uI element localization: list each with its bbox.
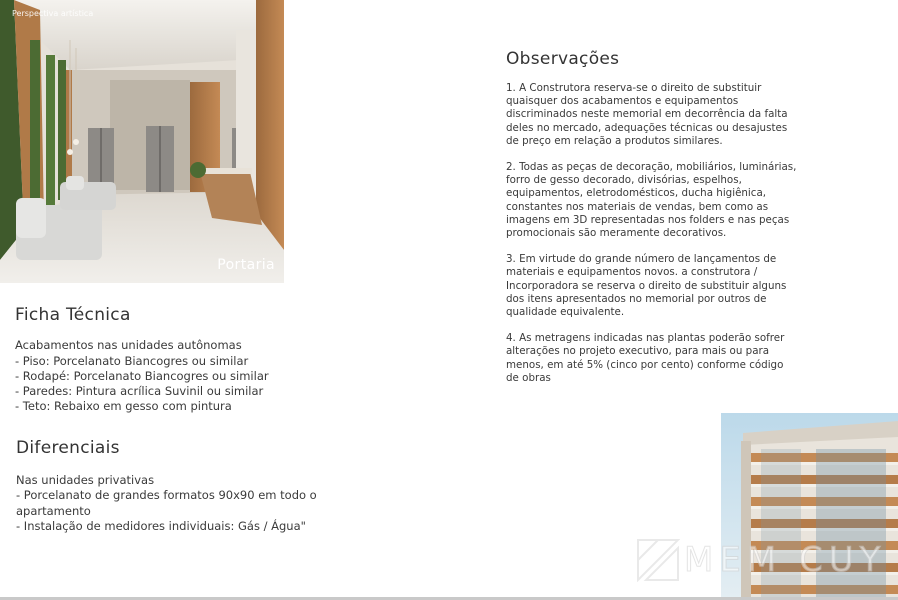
observacoes-item: 1. A Construtora reserva-se o direito de substituir quaisquer dos acabamentos e equipamentos discriminados neste memorial em decorrência da falta deles no mercado, adequações técnicas ou desajustes de preço em relação a produtos similares. — [506, 82, 788, 147]
lobby-note: Perspectiva artística — [12, 9, 94, 18]
watermark-text: MEM CUY — [684, 540, 887, 580]
diferenciais-list — [16, 488, 336, 535]
ficha-list — [15, 354, 269, 414]
watermark — [636, 538, 898, 582]
lobby-image — [0, 0, 284, 283]
lobby-illustration — [0, 0, 284, 283]
diferenciais-title: Diferenciais — [16, 438, 120, 458]
observacoes-title: Observações — [506, 49, 620, 69]
diferenciais-intro: Nas unidades privativas — [16, 473, 155, 487]
observacoes-item: 4. As metragens indicadas nas plantas poderão sofrer alterações no projeto executivo, para mais ou para menos, em até 5% (cinco por cento) conforme código de obras — [506, 332, 785, 384]
watermark-logo-icon — [636, 538, 680, 582]
lobby-caption: Portaria — [217, 257, 275, 273]
ficha-item: - Paredes: Pintura acrílica Suvinil ou similar — [15, 384, 264, 398]
ficha-title: Ficha Técnica — [15, 305, 131, 325]
ficha-item: - Teto: Rebaixo em gesso com pintura — [15, 399, 232, 413]
ficha-intro: Acabamentos nas unidades autônomas — [15, 338, 242, 352]
observacoes-item: 3. Em virtude do grande número de lançamentos de materiais e equipamentos novos. a construtora / Incorporadora se reserva o direito de substituir alguns dos itens apresentados no memorial por outros de qualidade equivalente. — [506, 253, 787, 319]
diferenciais-item: - Porcelanato de grandes formatos 90x90 em todo o apartamento — [16, 488, 317, 518]
ficha-item: - Piso: Porcelanato Biancogres ou similar — [15, 354, 249, 368]
diferenciais-item: - Instalação de medidores individuais: Gás / Água" — [16, 519, 306, 533]
ficha-item: - Rodapé: Porcelanato Biancogres ou similar — [15, 369, 269, 383]
observacoes-item: 2. Todas as peças de decoração, mobiliários, luminárias, forro de gesso decorado, divisórias, espelhos, equipamentos, eletrodomésticos, ducha higiênica, constantes nos materiais de vendas, bem como as imagens em 3D representadas nos folders e nas peças promocionais são meramente decorativos. — [506, 161, 797, 240]
observacoes-list — [506, 82, 798, 398]
